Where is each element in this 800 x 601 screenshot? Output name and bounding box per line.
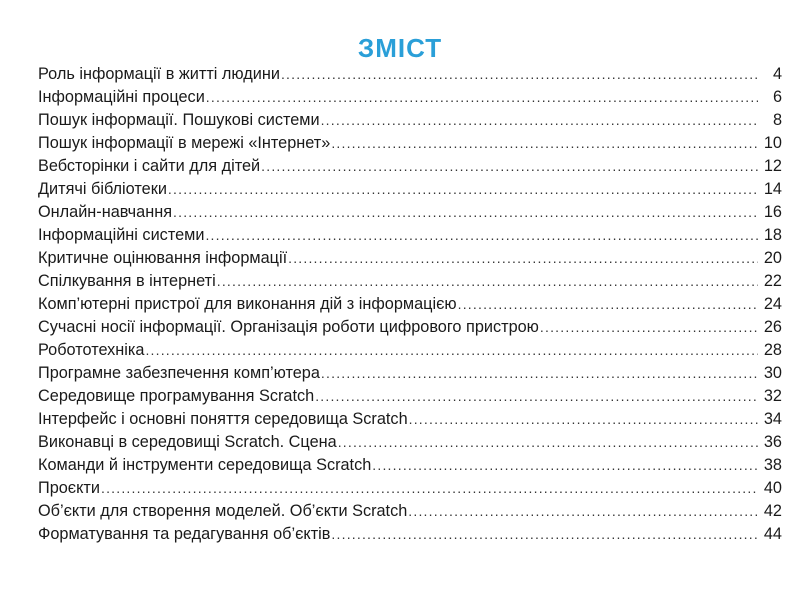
toc-entry-page: 34 — [763, 410, 782, 428]
toc-entry-label: Роль інформації в житті людини — [38, 65, 280, 83]
toc-dot-leader — [261, 155, 758, 178]
toc-entry-page: 40 — [763, 479, 782, 497]
toc-entry-page: 42 — [763, 502, 782, 520]
toc-dot-leader — [408, 500, 758, 523]
toc-entry-label: Сучасні носії інформації. Організація роботи цифрового пристрою — [38, 318, 539, 336]
toc-entry-label: Пошук інформації в мережі «Інтернет» — [38, 134, 331, 152]
toc-entry-page: 24 — [763, 295, 782, 313]
toc-dot-leader — [173, 201, 758, 224]
toc-entry — [38, 201, 782, 224]
toc-dot-leader — [217, 270, 758, 293]
toc-entry-label: Середовище програмування Scratch — [38, 387, 315, 405]
toc-entry — [38, 362, 782, 385]
toc-dot-leader — [206, 86, 758, 109]
toc-entry-label: Виконавці в середовищі Scratch. Сцена — [38, 433, 337, 451]
toc-entry-label: Інформаційні системи — [38, 226, 205, 244]
toc-entry-page: 20 — [763, 249, 782, 267]
toc-dot-leader — [321, 362, 758, 385]
toc-dot-leader — [315, 385, 758, 408]
toc-entry-page: 10 — [763, 134, 782, 152]
toc-entry — [38, 224, 782, 247]
toc-entry — [38, 431, 782, 454]
toc-entry-label: Інформаційні процеси — [38, 88, 205, 106]
toc-entry-page: 8 — [772, 111, 782, 129]
toc-entry-page: 28 — [763, 341, 782, 359]
toc-entry — [38, 316, 782, 339]
toc-entry — [38, 408, 782, 431]
toc-entry-page: 36 — [763, 433, 782, 451]
toc-dot-leader — [281, 63, 758, 86]
toc-entry-page: 26 — [763, 318, 782, 336]
toc-entry — [38, 109, 782, 132]
toc-entry-page: 6 — [772, 88, 782, 106]
toc-dot-leader — [101, 477, 758, 500]
toc-entry-page: 22 — [763, 272, 782, 290]
toc-entry-label: Онлайн-навчання — [38, 203, 173, 221]
toc-entry-page: 30 — [763, 364, 782, 382]
toc-entry — [38, 132, 782, 155]
toc-entry — [38, 454, 782, 477]
toc-dot-leader — [205, 224, 758, 247]
toc-dot-leader — [145, 339, 758, 362]
toc-entry-page: 32 — [763, 387, 782, 405]
toc-dot-leader — [321, 109, 758, 132]
toc-entry-label: Команди й інструменти середовища Scratch — [38, 456, 372, 474]
toc-dot-leader — [540, 316, 758, 339]
toc-entry-label: Пошук інформації. Пошукові системи — [38, 111, 320, 129]
toc-entry — [38, 63, 782, 86]
toc-entry-label: Проєкти — [38, 479, 100, 497]
toc-dot-leader — [288, 247, 758, 270]
toc-dot-leader — [409, 408, 758, 431]
toc-entry — [38, 155, 782, 178]
toc-dot-leader — [331, 523, 758, 546]
toc-dot-leader — [372, 454, 758, 477]
page-title: ЗМІСТ — [357, 33, 443, 63]
toc-entry-label: Вебсторінки і сайти для дітей — [38, 157, 261, 175]
toc-entry — [38, 385, 782, 408]
toc-dot-leader — [331, 132, 758, 155]
table-of-contents — [38, 63, 782, 546]
toc-dot-leader — [338, 431, 758, 454]
toc-entry-label: Програмне забезпечення комп’ютера — [38, 364, 320, 382]
toc-entry-label: Дитячі бібліотеки — [38, 180, 167, 198]
toc-entry — [38, 178, 782, 201]
toc-entry-page: 38 — [763, 456, 782, 474]
toc-entry — [38, 247, 782, 270]
toc-entry-page: 4 — [772, 65, 782, 83]
toc-entry — [38, 523, 782, 546]
toc-entry-label: Критичне оцінювання інформації — [38, 249, 288, 267]
toc-entry-label: Комп’ютерні пристрої для виконання дій з інформацією — [38, 295, 457, 313]
toc-dot-leader — [458, 293, 758, 316]
toc-entry — [38, 270, 782, 293]
toc-entry — [38, 500, 782, 523]
toc-entry-label: Інтерфейс і основні поняття середовища Scratch — [38, 410, 408, 428]
toc-entry-page: 14 — [763, 180, 782, 198]
toc-entry-page: 12 — [763, 157, 782, 175]
toc-entry — [38, 339, 782, 362]
toc-entry-page: 18 — [763, 226, 782, 244]
toc-entry — [38, 293, 782, 316]
toc-entry-label: Форматування та редагування об’єктів — [38, 525, 331, 543]
toc-entry — [38, 477, 782, 500]
toc-entry-page: 16 — [763, 203, 782, 221]
toc-entry-label: Об’єкти для створення моделей. Об’єкти Scratch — [38, 502, 408, 520]
toc-entry-label: Робототехніка — [38, 341, 145, 359]
toc-dot-leader — [168, 178, 758, 201]
toc-entry-page: 44 — [763, 525, 782, 543]
toc-entry — [38, 86, 782, 109]
toc-entry-label: Спілкування в інтернеті — [38, 272, 216, 290]
